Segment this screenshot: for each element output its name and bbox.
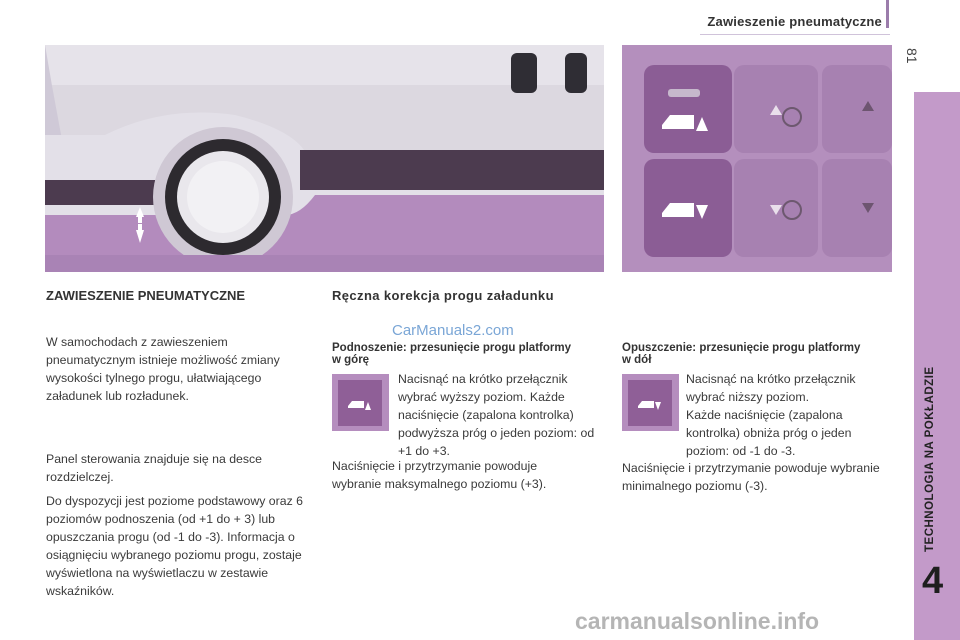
manual-correction-title: Ręczna korekcja progu załadunku [332, 288, 554, 303]
raise-text-2: Naciśnięcie i przytrzymanie powoduje wybranie maksymalnego poziomu (+3). [332, 459, 547, 491]
watermark-carmanualsonline: carmanualsonline.info [575, 608, 820, 634]
page-number: 81 [904, 48, 920, 64]
header-tick [886, 0, 889, 28]
header-rule [700, 34, 890, 35]
lower-button-thumbnail [622, 374, 679, 431]
lower-text-1b: Każde naciśnięcie (zapalona kontrolka) obniża próg o jeden poziom: od -1 do -3. [686, 408, 852, 458]
lower-text-1: Nacisnąć na krótko przełącznik wybrać niższy poziom. [686, 372, 856, 404]
raise-button-thumbnail [332, 374, 389, 431]
control-panel-illustration [622, 45, 892, 272]
panel-paragraph: Panel sterowania znajduje się na desce rozdzielczej. [46, 452, 263, 484]
lower-text-2: Naciśnięcie i przytrzymanie powoduje wybranie minimalnego poziomu (-3). [622, 461, 880, 493]
chapter-number: 4 [922, 560, 944, 602]
intro-paragraph: W samochodach z zawieszeniem pneumatycznym istnieje możliwość zmiany wysokości tylnego progu, ułatwiającego załadunek lub rozładunek. [46, 335, 280, 403]
van-wheel-illustration [45, 45, 604, 272]
chapter-side-tab [914, 92, 960, 640]
van-up-icon [332, 374, 389, 431]
chapter-side-label: TECHNOLOGIA NA POKŁADZIE [924, 366, 936, 552]
header-title: Zawieszenie pneumatyczne [707, 14, 882, 29]
raise-text-1: Nacisnąć na krótko przełącznik wybrać wyższy poziom. Każde naciśnięcie (zapalona kontrolka) podwyższa próg o jeden poziom: od +1 do +3. [398, 372, 595, 458]
raise-subtitle: Podnoszenie: przesunięcie progu platformy w górę [332, 342, 571, 366]
watermark-carmanuals2: CarManuals2.com [392, 322, 514, 339]
van-down-icon [622, 374, 679, 431]
levels-paragraph: Do dyspozycji jest poziome podstawowy oraz 6 poziomów podnoszenia (od +1 do + 3) lub opuszczania progu (od -1 do -3). Informacja o osiągnięciu wybranego poziomu progu, zostaje wyświetlona na wyświetlaczu w zestawie wskaźników. [46, 494, 303, 598]
lower-subtitle: Opuszczenie: przesunięcie progu platformy w dół [622, 342, 861, 366]
main-title: ZAWIESZENIE PNEUMATYCZNE [46, 288, 246, 303]
